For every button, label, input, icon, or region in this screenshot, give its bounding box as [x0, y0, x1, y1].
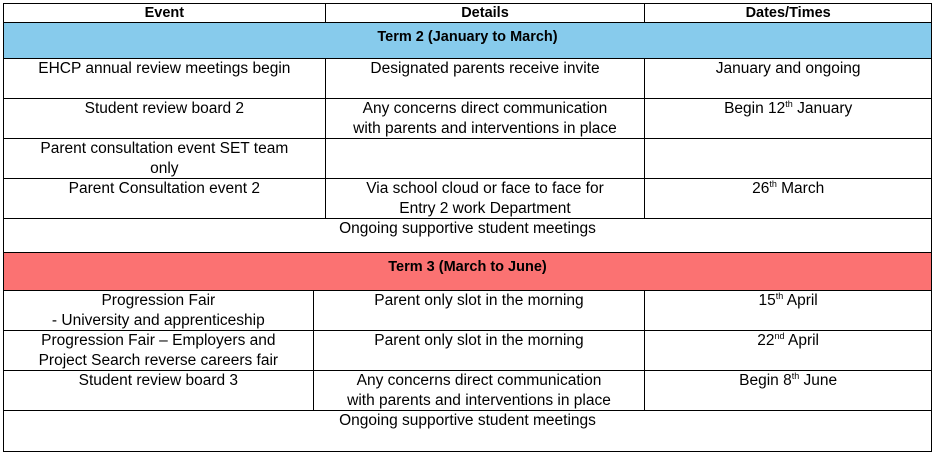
- table-row: [3, 371, 932, 411]
- details-text: Parent only slot in the morning: [374, 332, 584, 349]
- details-text: Any concerns direct communication: [356, 372, 602, 389]
- term3-ongoing-row: [3, 411, 932, 452]
- event-cell: [4, 99, 326, 139]
- details-text: with parents and interventions in place: [347, 392, 611, 409]
- details-cell: [314, 291, 646, 331]
- date-month: March: [776, 180, 825, 197]
- date-cell: [645, 331, 932, 371]
- term2-band: [3, 23, 932, 59]
- date-cell: [645, 179, 932, 219]
- details-cell: [314, 371, 646, 411]
- event-text: Parent consultation event SET team: [40, 140, 289, 157]
- ongoing-text: Ongoing supportive student meetings: [4, 411, 932, 452]
- date-text: Begin 8: [739, 372, 792, 389]
- table-header-row: [3, 3, 932, 23]
- event-text: Progression Fair – Employers and: [41, 332, 276, 349]
- event-cell: [4, 59, 326, 99]
- details-text: Parent only slot in the morning: [374, 292, 584, 309]
- date-cell: [645, 139, 932, 179]
- details-text: Any concerns direct communication: [362, 100, 608, 117]
- term2-ongoing-row: [3, 219, 932, 253]
- header-dates: Dates/Times: [645, 4, 932, 23]
- details-cell: [326, 99, 646, 139]
- event-text: Progression Fair: [101, 292, 216, 309]
- date-cell: [645, 99, 932, 139]
- table-row: [3, 139, 932, 179]
- date-month: April: [784, 332, 820, 349]
- date-month: June: [799, 372, 838, 389]
- details-cell: [314, 331, 646, 371]
- table-row: [3, 99, 932, 139]
- details-text: Designated parents receive invite: [370, 60, 600, 77]
- event-text: Student review board 2: [84, 100, 245, 117]
- date-cell: [645, 291, 932, 331]
- header-details: Details: [326, 4, 646, 23]
- event-text: - University and apprenticeship: [51, 312, 265, 329]
- events-table: [3, 3, 932, 452]
- term3-title: Term 3 (March to June): [4, 253, 932, 291]
- event-text: EHCP annual review meetings begin: [38, 60, 291, 77]
- event-text: Student review board 3: [78, 372, 239, 389]
- event-cell: [4, 139, 326, 179]
- event-cell: [4, 331, 314, 371]
- date-suffix: nd: [774, 331, 785, 341]
- table-row: [3, 59, 932, 99]
- event-text: only: [150, 160, 179, 177]
- date-text: 22: [757, 332, 775, 349]
- table-row: [3, 291, 932, 331]
- date-text: Begin 12: [724, 100, 786, 117]
- event-text: Project Search reverse careers fair: [38, 352, 279, 369]
- date-text: 15: [758, 292, 776, 309]
- term3-band: [3, 253, 932, 291]
- details-text: Entry 2 work Department: [399, 200, 571, 217]
- table-row: [3, 179, 932, 219]
- details-text: with parents and interventions in place: [353, 120, 617, 137]
- date-cell: [645, 371, 932, 411]
- date-text: January and ongoing: [715, 60, 861, 77]
- date-suffix: th: [775, 291, 784, 301]
- ongoing-text: Ongoing supportive student meetings: [4, 219, 932, 253]
- event-cell: [4, 291, 314, 331]
- date-month: April: [783, 292, 818, 309]
- event-cell: [4, 179, 326, 219]
- event-cell: [4, 371, 314, 411]
- term2-title: Term 2 (January to March): [4, 23, 932, 59]
- details-cell: [326, 179, 646, 219]
- date-suffix: th: [769, 179, 777, 189]
- event-text: Parent Consultation event 2: [68, 180, 260, 197]
- date-suffix: th: [785, 99, 793, 109]
- details-cell: [326, 139, 646, 179]
- date-month: January: [792, 100, 853, 117]
- date-text: 26: [752, 180, 770, 197]
- details-text: Via school cloud or face to face for: [366, 180, 604, 197]
- table-row: [3, 331, 932, 371]
- header-event: Event: [4, 4, 326, 23]
- date-suffix: th: [791, 371, 800, 381]
- details-cell: [326, 59, 646, 99]
- date-cell: [645, 59, 932, 99]
